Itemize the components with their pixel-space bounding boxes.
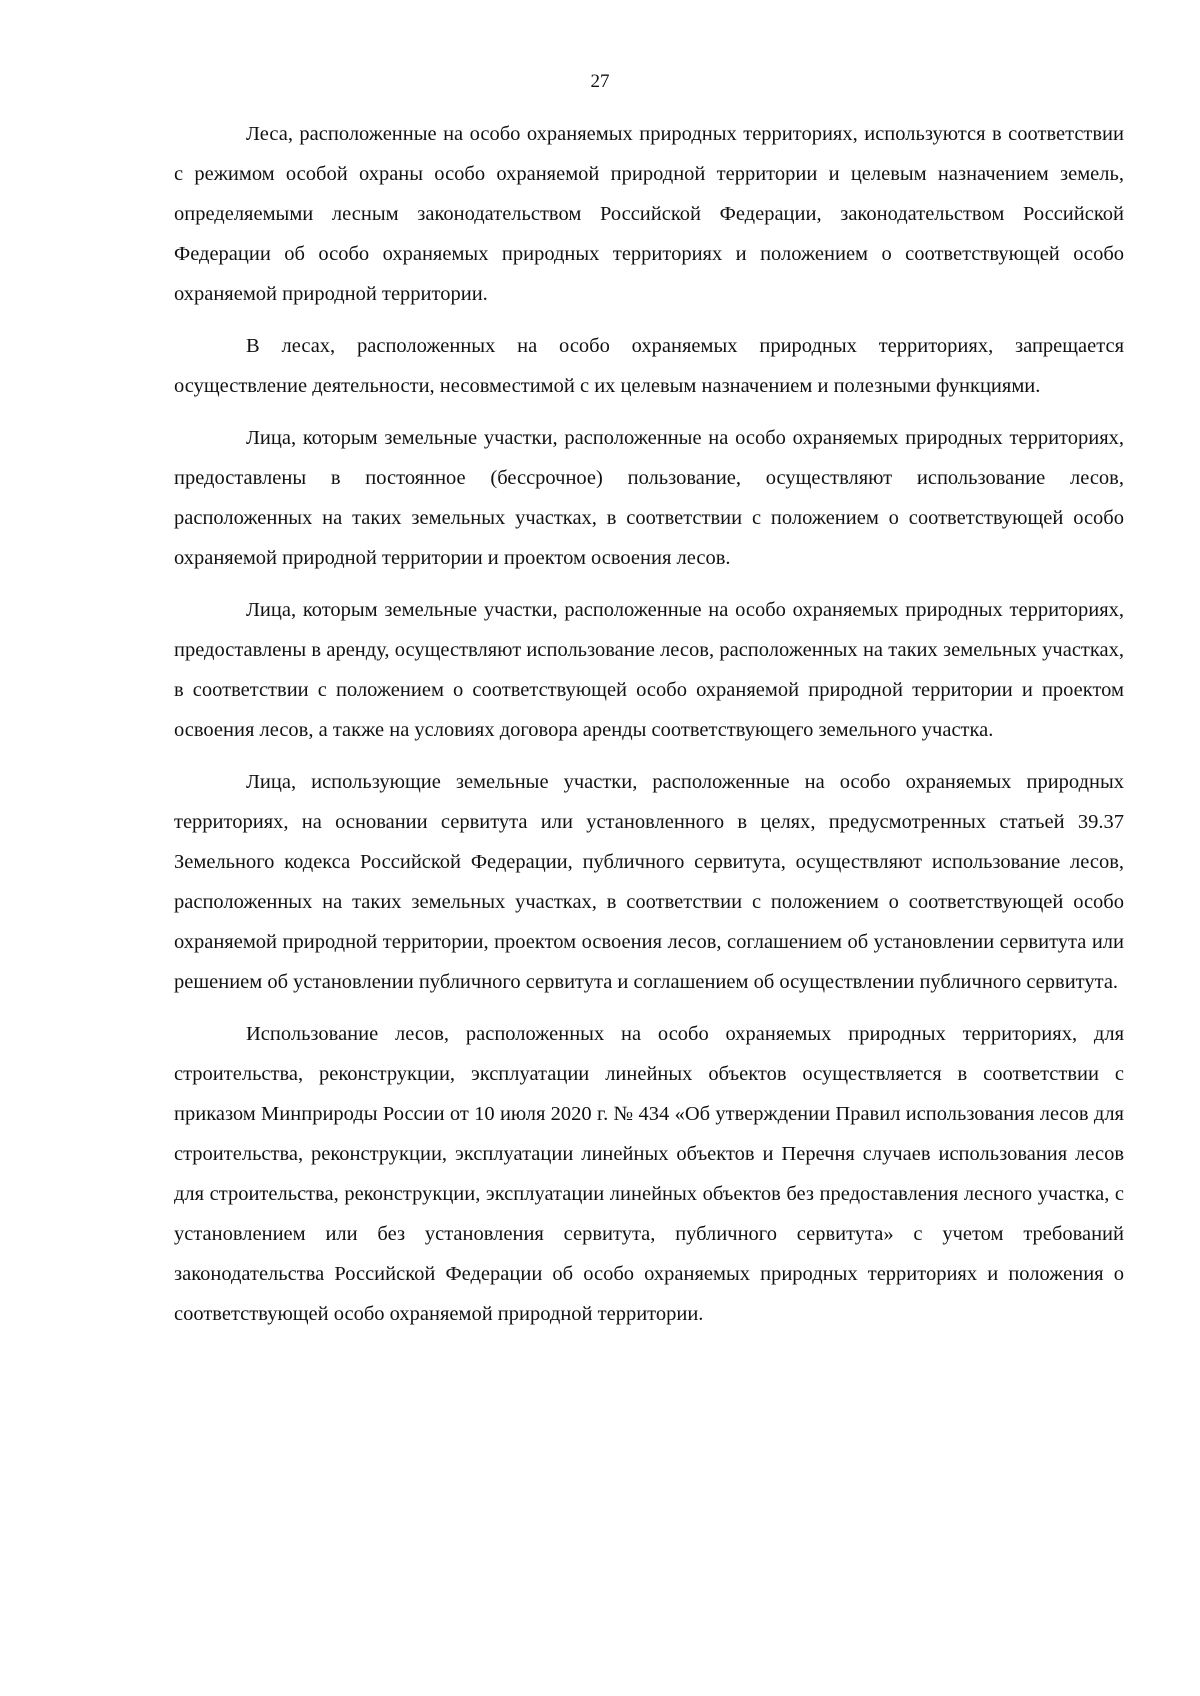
paragraph-2: В лесах, расположенных на особо охраняемых природных территориях, запрещается осуществление деятельности, несовместимой с их целевым назначением и полезными функциями. <box>174 335 1124 397</box>
paragraph-5: Лица, использующие земельные участки, расположенные на особо охраняемых природных территориях, на основании сервитута или установленного в целях, предусмотренных статьей 39.37 Земельного кодекса Российской Федерации, публичного сервитута, осуществляют использование лесов, расположенных на таких земельных участках, в соответствии с положением о соответствующей особо охраняемой природной территории, проектом освоения лесов, соглашением об установлении сервитута или решением об установлении публичного сервитута и соглашением об осуществлении публичного сервитута. <box>174 771 1124 993</box>
paragraph-6: Использование лесов, расположенных на особо охраняемых природных территориях, для строительства, реконструкции, эксплуатации линейных объектов осуществляется в соответствии с приказом Минприроды России от 10 июля 2020 г. № 434 «Об утверждении Правил использования лесов для строительства, реконструкции, эксплуатации линейных объектов и Перечня случаев использования лесов для строительства, реконструкции, эксплуатации линейных объектов без предоставления лесного участка, с установлением или без установления сервитута, публичного сервитута» с учетом требований законодательства Российской Федерации об особо охраняемых природных территориях и положения о соответствующей особо охраняемой природной территории. <box>174 1023 1124 1325</box>
paragraph-4: Лица, которым земельные участки, расположенные на особо охраняемых природных территориях, предоставлены в аренду, осуществляют использование лесов, расположенных на таких земельных участках, в соответствии с положением о соответствующей особо охраняемой природной территории и проектом освоения лесов, а также на условиях договора аренды соответствующего земельного участка. <box>174 599 1124 741</box>
document-body <box>174 114 1124 1346</box>
paragraph-3: Лица, которым земельные участки, расположенные на особо охраняемых природных территориях, предоставлены в постоянное (бессрочное) пользование, осуществляют использование лесов, расположенных на таких земельных участках, в соответствии с положением о соответствующей особо охраняемой природной территории и проектом освоения лесов. <box>174 427 1124 569</box>
paragraph-1: Леса, расположенные на особо охраняемых природных территориях, используются в соответствии с режимом особой охраны особо охраняемой природной территории и целевым назначением земель, определяемыми лесным законодательством Российской Федерации, законодательством Российской Федерации об особо охраняемых природных территориях и положением о соответствующей особо охраняемой природной территории. <box>174 123 1124 305</box>
page-number: 27 <box>590 71 610 92</box>
